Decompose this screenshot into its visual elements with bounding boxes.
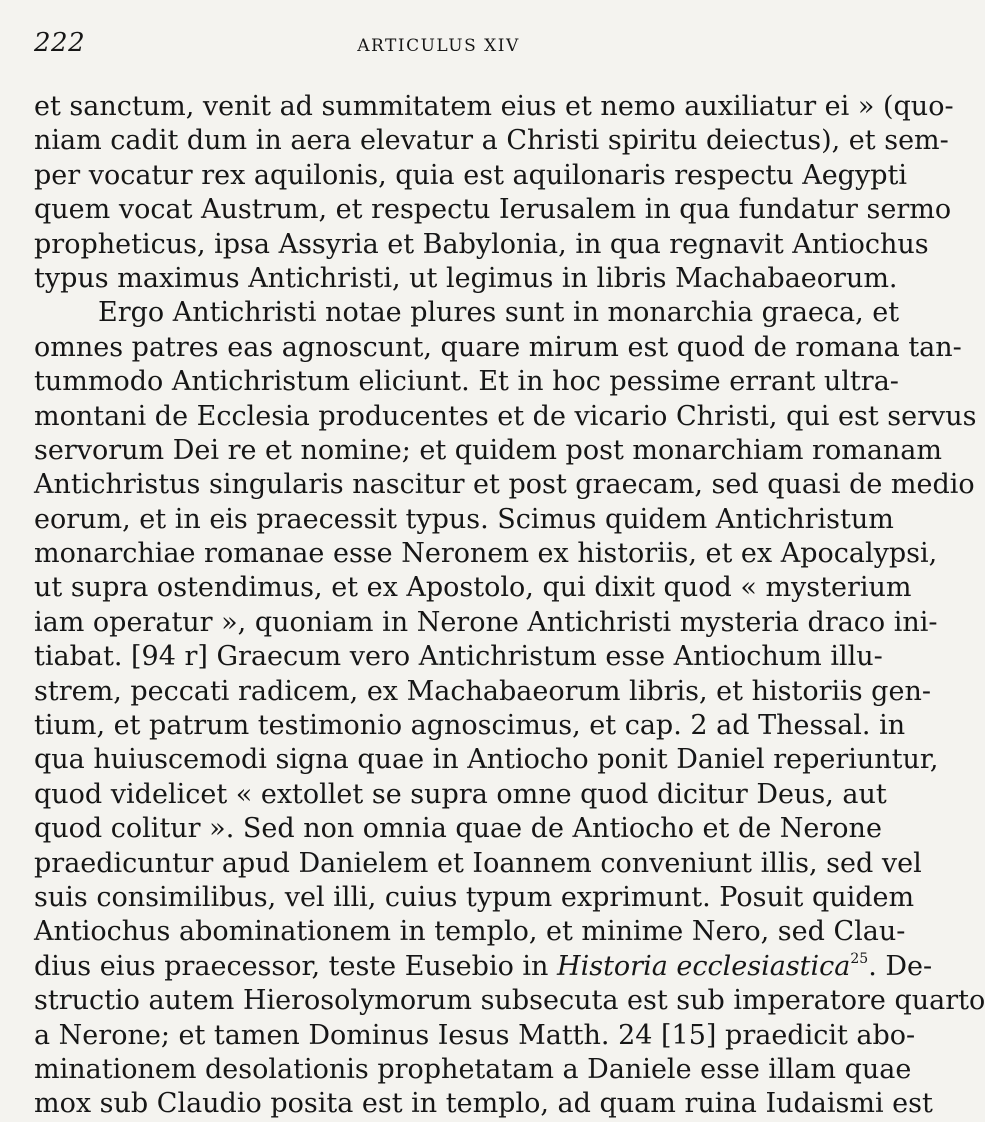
text-line [34, 434, 943, 468]
text-segment: per vocatur rex aquilonis, quia est aquilonaris respectu Aegypti [34, 159, 907, 191]
text-segment: quod videlicet « extollet se supra omne quod dicitur Deus, aut [34, 778, 887, 810]
text-line [34, 1087, 933, 1121]
text-segment: ut supra ostendimus, et ex Apostolo, qui dixit quod « mysterium [34, 572, 912, 604]
text-segment: montani de Ecclesia producentes et de vicario Christi, qui est servus [34, 400, 977, 432]
text-line [34, 847, 922, 881]
text-line [34, 262, 898, 296]
text-line [34, 881, 915, 915]
text-segment: eorum, et in eis praecessit typus. Scimus quidem Antichristum [34, 503, 894, 535]
text-line [34, 812, 882, 846]
text-line [34, 159, 907, 193]
text-line [34, 468, 975, 502]
text-segment: quem vocat Austrum, et respectu Ierusalem in qua fundatur sermo [34, 194, 952, 226]
text-line [34, 915, 906, 949]
text-segment: iam operatur », quoniam in Nerone Antichristi mysteria draco ini- [34, 606, 938, 638]
text-segment: servorum Dei re et nomine; et quidem post monarchiam romanam [34, 434, 943, 466]
text-segment: a Nerone; et tamen Dominus Iesus Matth. 24 [15] praedicit abo- [34, 1019, 916, 1051]
text-line [34, 90, 954, 124]
text-segment: quod colitur ». Sed non omnia quae de Antiocho et de Nerone [34, 813, 882, 845]
text-segment: suis consimilibus, vel illi, cuius typum exprimunt. Posuit quidem [34, 881, 915, 913]
text-line [34, 709, 906, 743]
text-line [34, 950, 933, 984]
page-number: 222 [34, 28, 86, 58]
text-line [34, 228, 929, 262]
text-line [34, 606, 938, 640]
text-segment: tiabat. [94 r] Graecum vero Antichristum esse Antiochum illu- [34, 641, 883, 673]
text-line [34, 1053, 912, 1087]
text-line [34, 571, 912, 605]
text-line [34, 365, 899, 399]
text-segment: typus maximus Antichristi, ut legimus in libris Machabaeorum. [34, 262, 898, 294]
text-line [34, 193, 952, 227]
text-segment: praedicuntur apud Danielem et Ioannem conveniunt illis, sed vel [34, 847, 922, 879]
text-line [34, 331, 962, 365]
text-line [34, 675, 931, 709]
text-segment: propheticus, ipsa Assyria et Babylonia, in qua regnavit Antiochus [34, 228, 929, 260]
text-line [34, 124, 949, 158]
text-line [34, 1019, 916, 1053]
running-title: ARTICULUS XIV [357, 36, 520, 56]
text-segment: Ergo Antichristi notae plures sunt in monarchia graeca, et [98, 297, 900, 329]
text-segment: et sanctum, venit ad summitatem eius et nemo auxiliatur ei » (quo- [34, 91, 954, 122]
text-segment: Antichristus singularis nascitur et post graecam, sed quasi de medio [34, 469, 975, 501]
text-segment: mox sub Claudio posita est in templo, ad quam ruina Iudaismi est [34, 1088, 933, 1120]
text-segment: monarchiae romanae esse Neronem ex historiis, et ex Apocalypsi, [34, 538, 938, 570]
text-line [34, 537, 938, 571]
text-segment: strem, peccati radicem, ex Machabaeorum libris, et historiis gen- [34, 675, 931, 707]
text-segment: qua huiuscemodi signa quae in Antiocho ponit Daniel reperiuntur, [34, 744, 939, 776]
text-segment: niam cadit dum in aera elevatur a Christi spiritu deiectus), et sem- [34, 125, 949, 157]
page-header [34, 28, 843, 62]
text-line [34, 503, 894, 537]
italic-title: Historia ecclesiastica [557, 950, 851, 982]
text-line [34, 400, 977, 434]
body-text [34, 90, 985, 1122]
footnote-ref: 25 [850, 950, 869, 967]
text-segment: omnes patres eas agnoscunt, quare mirum est quod de romana tan- [34, 331, 962, 363]
text-segment: dius eius praecessor, teste Eusebio in [34, 950, 558, 982]
text-segment: Antiochus abominationem in templo, et minime Nero, sed Clau- [34, 916, 906, 948]
text-line [34, 640, 883, 674]
text-segment: tium, et patrum testimonio agnoscimus, et cap. 2 ad Thessal. in [34, 710, 906, 742]
text-segment: structio autem Hierosolymorum subsecuta est sub imperatore quarto [34, 985, 985, 1017]
text-segment: minationem desolationis prophetatam a Daniele esse illam quae [34, 1053, 912, 1085]
text-line [34, 296, 900, 330]
text-line [34, 984, 985, 1018]
text-segment: tummodo Antichristum eliciunt. Et in hoc pessime errant ultra- [34, 366, 899, 398]
text-line [34, 778, 887, 812]
text-segment: . De- [868, 950, 933, 982]
text-line [34, 743, 939, 777]
